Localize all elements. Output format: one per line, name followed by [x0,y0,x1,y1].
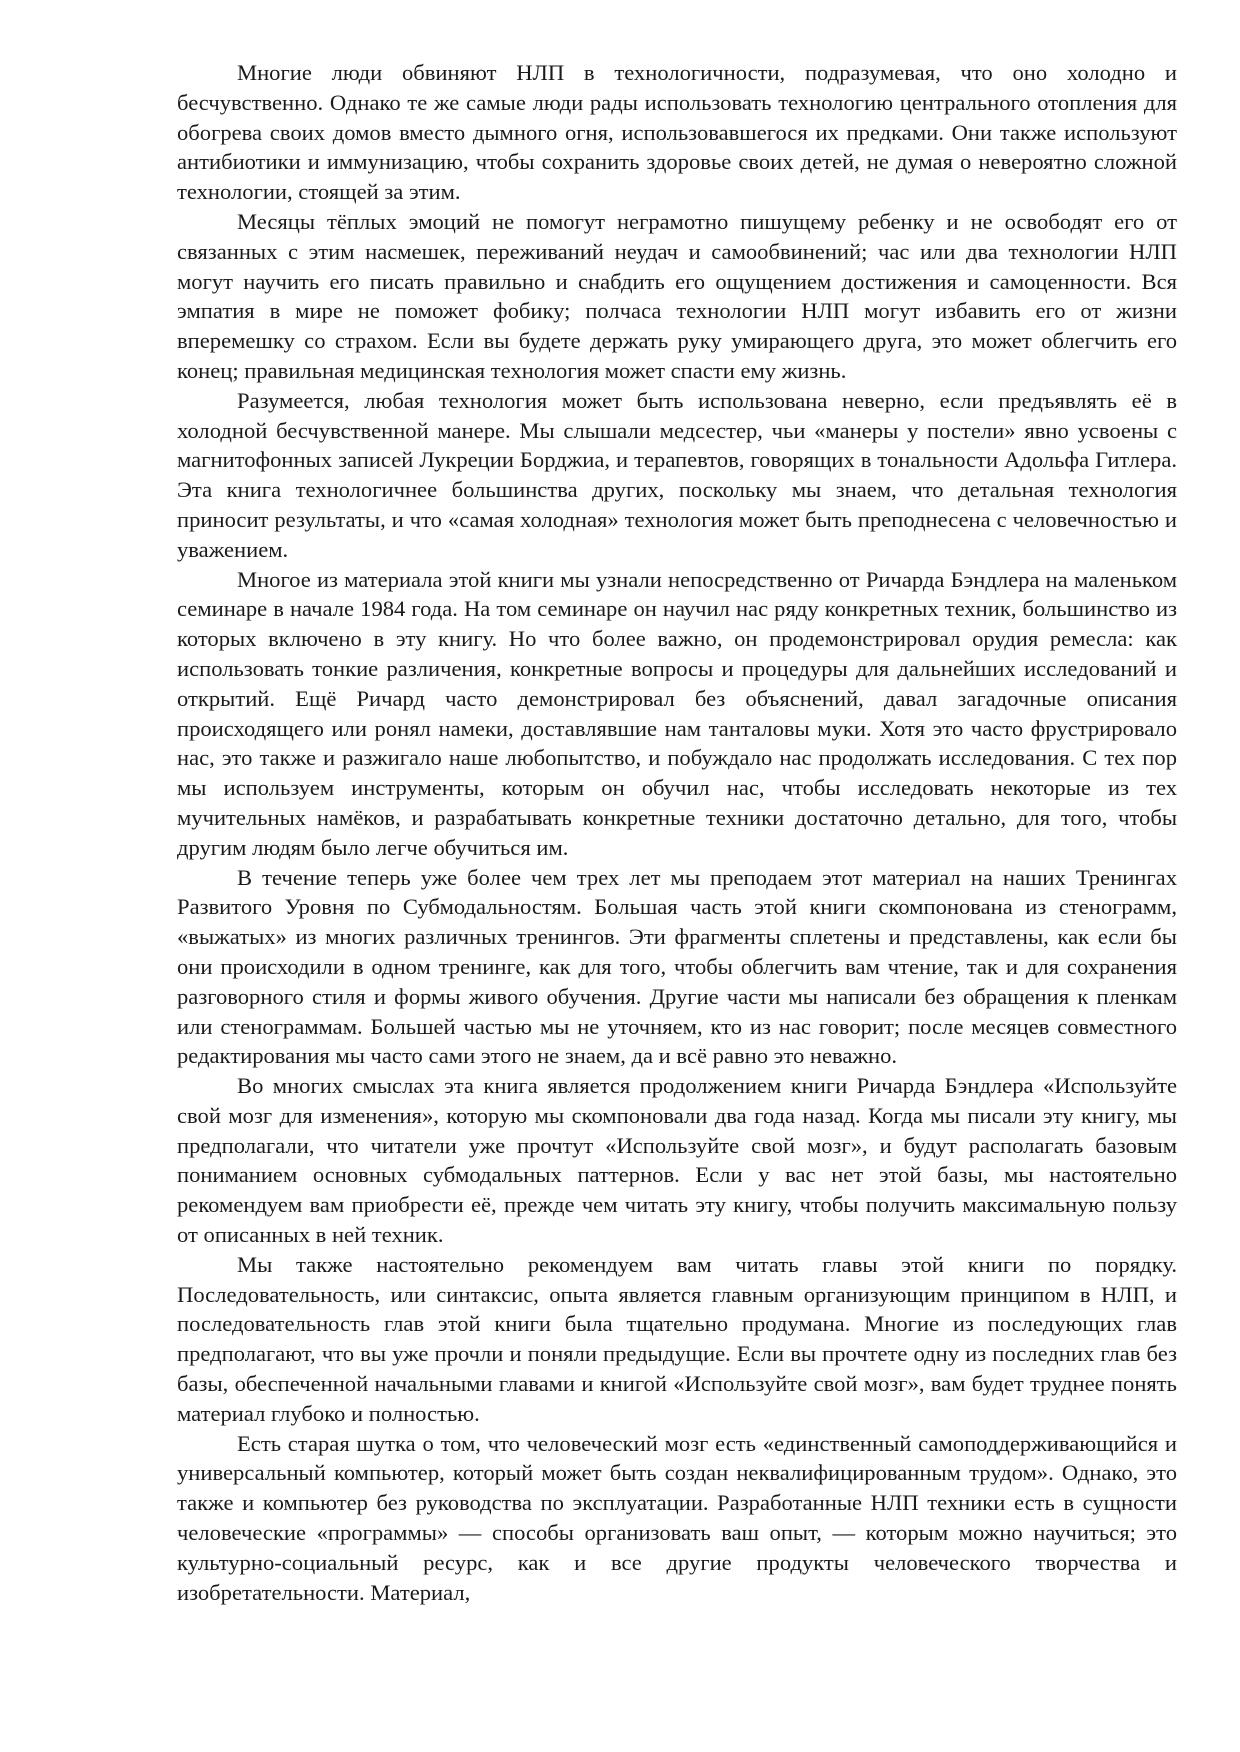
paragraph-1: Многие люди обвиняют НЛП в технологичности, подразумевая, что оно холодно и бесчувственно. Однако те же самые люди рады использовать технологию центрального отопления для обогрева своих домов вместо дымного огня, использовавшегося их предками. Они также используют антибиотики и иммунизацию, чтобы сохранить здоровье своих детей, не думая о невероятно сложной технологии, стоящей за этим. [177,60,1177,205]
document-page [177,58,1177,1728]
paragraph-2: Месяцы тёплых эмоций не помогут неграмотно пишущему ребенку и не освободят его от связанных с этим насмешек, переживаний неудач и самообвинений; час или два технологии НЛП могут научить его писать правильно и снабдить его ощущением достижения и самоценности. Вся эмпатия в мире не поможет фобику; полчаса технологии НЛП могут избавить его от жизни вперемешку со страхом. Если вы будете держать руку умирающего друга, это может облегчить его конец; правильная медицинская технология может спасти ему жизнь. [177,208,1177,383]
paragraph-7: Мы также настоятельно рекомендуем вам читать главы этой книги по порядку. Последовательность, или синтаксис, опыта является главным организующим принципом в НЛП, и последовательность глав этой книги была тщательно продумана. Многие из последующих глав предполагают, что вы уже прочли и поняли предыдущие. Если вы прочтете одну из последних глав без базы, обеспеченной начальными главами и книгой «Используйте свой мозг», вам будет труднее понять материал глубоко и полностью. [177,1251,1177,1426]
paragraph-8: Есть старая шутка о том, что человеческий мозг есть «единственный самоподдерживающийся и универсальный компьютер, который может быть создан неквалифицированным трудом». Однако, это также и компьютер без руководства по эксплуатации. Разработанные НЛП техники есть в сущности человеческие «программы» — способы организовать ваш опыт, — которым можно научиться; это культурно-социальный ресурс, как и все другие продукты человеческого творчества и изобретательности. Материал, [177,1430,1177,1605]
paragraph-4: Многое из материала этой книги мы узнали непосредственно от Ричарда Бэндлера на маленьком семинаре в начале 1984 года. На том семинаре он научил нас ряду конкретных техник, большинство из которых включено в эту книгу. Но что более важно, он продемонстрировал орудия ремесла: как использовать тонкие различения, конкретные вопросы и процедуры для дальнейших исследований и открытий. Ещё Ричард часто демонстрировал без объяснений, давал загадочные описания происходящего или ронял намеки, доставлявшие нам танталовы муки. Хотя это часто фрустрировало нас, это также и разжигало наше любопытство, и побуждало нас продолжать исследования. С тех пор мы используем инструменты, которым он обучил нас, чтобы исследовать некоторые из тех мучительных намёков, и разрабатывать конкретные техники достаточно детально, для того, чтобы другим людям было легче обучиться им. [177,566,1177,860]
paragraph-6: Во многих смыслах эта книга является продолжением книги Ричарда Бэндлера «Используйте свой мозг для изменения», которую мы скомпоновали два года назад. Когда мы писали эту книгу, мы предполагали, что читатели уже прочтут «Используйте свой мозг», и будут располагать базовым пониманием основных субмодальных паттернов. Если у вас нет этой базы, мы настоятельно рекомендуем вам приобрести её, прежде чем читать эту книгу, чтобы получить максимальную пользу от описанных в ней техник. [177,1073,1177,1248]
paragraph-3: Разумеется, любая технология может быть использована неверно, если предъявлять её в холодной бесчувственной манере. Мы слышали медсестер, чьи «манеры у постели» явно усвоены с магнитофонных записей Лукреции Борджиа, и терапевтов, говорящих в тональности Адольфа Гитлера. Эта книга технологичнее большинства других, поскольку мы знаем, что детальная технология приносит результаты, и что «самая холодная» технология может быть преподнесена с человечностью и уважением. [177,387,1177,562]
paragraph-5: В течение теперь уже более чем трех лет мы преподаем этот материал на наших Тренингах Развитого Уровня по Субмодальностям. Большая часть этой книги скомпонована из стенограмм, «выжатых» из многих различных тренингов. Эти фрагменты сплетены и представлены, как если бы они происходили в одном тренинге, как для того, чтобы облегчить вам чтение, так и для сохранения разговорного стиля и формы живого обучения. Другие части мы написали без обращения к пленкам или стенограммам. Большей частью мы не уточняем, кто из нас говорит; после месяцев совместного редактирования мы часто сами этого не знаем, да и всё равно это неважно. [177,864,1177,1069]
